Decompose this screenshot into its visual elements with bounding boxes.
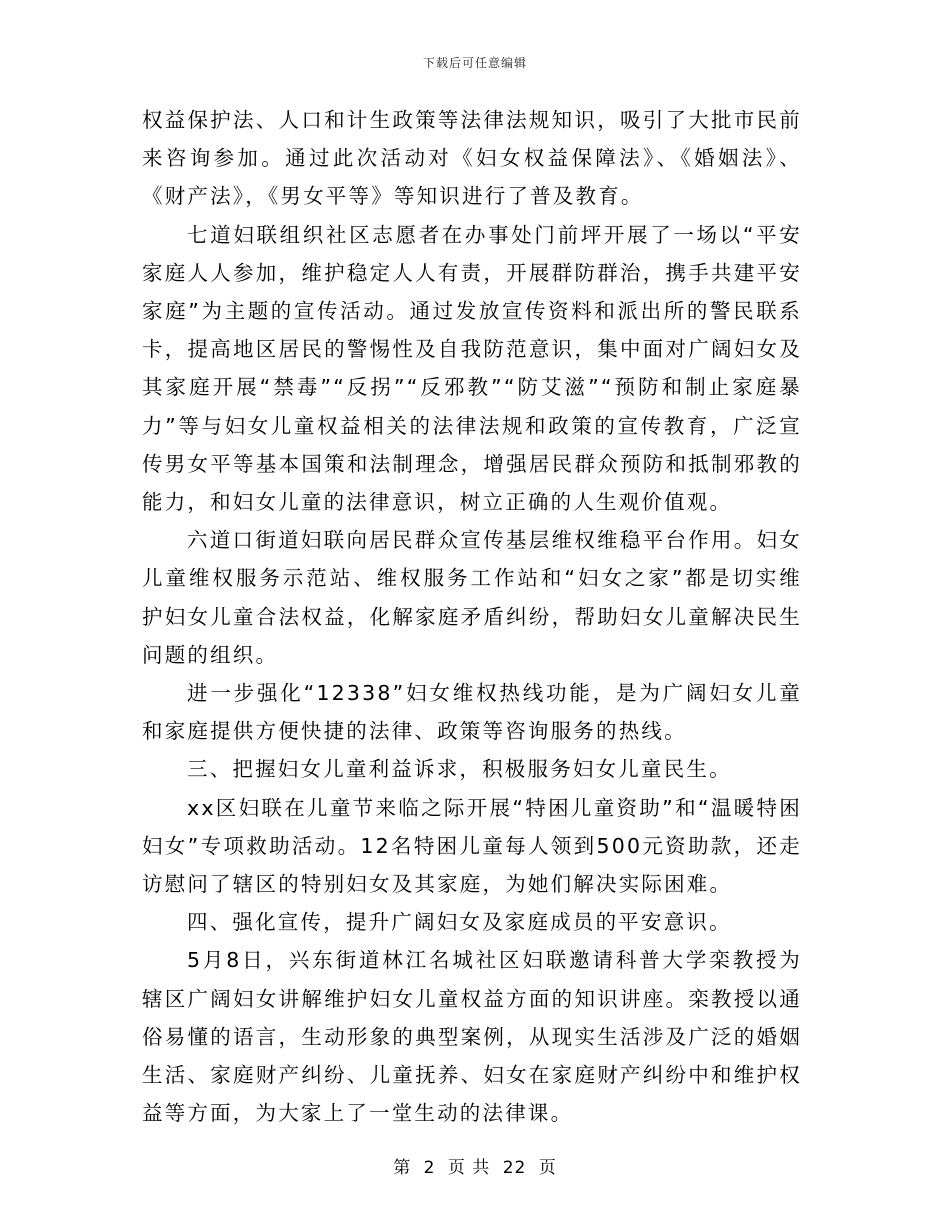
paragraph-5: xx区妇联在儿童节来临之际开展“特困儿童资助”和“温暖特困妇女”专项救助活动。12名特困儿童每人领到500元资助款，还走访慰问了辖区的特别妇女及其家庭，为她们解决实际困难。 (142, 795, 802, 897)
footer-middle: 页 共 (447, 1158, 491, 1178)
page-total: 22 (502, 1158, 527, 1178)
document-body (142, 101, 802, 1132)
section-heading-4: 四、强化宣传，提升广阔妇女及家庭成员的平安意识。 (187, 910, 732, 935)
page-header: 下载后可任意编辑 (422, 56, 527, 70)
section-heading-3: 三、把握妇女儿童利益诉求，积极服务妇女儿童民生。 (187, 757, 732, 782)
paragraph-4: 进一步强化“12338”妇女维权热线功能，是为广阔妇女儿童和家庭提供方便快捷的法律、政策等咨询服务的热线。 (142, 681, 802, 744)
paragraph-2: 七道妇联组织社区志愿者在办事处门前坪开展了一场以“平安家庭人人参加，维护稳定人人有责，开展群防群治，携手共建平安家庭”为主题的宣传活动。通过发放宣传资料和派出所的警民联系卡，提高地区居民的警惕性及自我防范意识，集中面对广阔妇女及其家庭开展“禁毒”“反拐”“反邪教”“防艾滋”“预防和制止家庭暴力”等与妇女儿童权益相关的法律法规和政策的宣传教育，广泛宣传男女平等基本国策和法制理念，增强居民群众预防和抵制邪教的能力，和妇女儿童的法律意识，树立正确的人生观价值观。 (142, 222, 802, 515)
paragraph-1: 权益保护法、人口和计生政策等法律法规知识，吸引了大批市民前来咨询参加。通过此次活动对《妇女权益保障法》、《婚姻法》、《财产法》，《男女平等》等知识进行了普及教育。 (142, 108, 802, 209)
paragraph-6: 5月8日，兴东街道林江名城社区妇联邀请科普大学栾教授为辖区广阔妇女讲解维护妇女儿童权益方面的知识讲座。栾教授以通俗易懂的语言，生动形象的典型案例，从现实生活涉及广泛的婚姻生活、家庭财产纠纷、儿童抚养、妇女在家庭财产纠纷中和维护权益等方面，为大家上了一堂生动的法律课。 (142, 948, 802, 1126)
footer-prefix: 第 (393, 1158, 412, 1178)
page-footer (0, 1153, 950, 1178)
paragraph-3: 六道口街道妇联向居民群众宣传基层维权维稳平台作用。妇女儿童维权服务示范站、维权服务工作站和“妇女之家”都是切实维护妇女儿童合法权益，化解家庭矛盾纠纷，帮助妇女儿童解决民生问题的组织。 (142, 528, 802, 667)
page-number: 2 (423, 1158, 436, 1178)
footer-suffix: 页 (538, 1158, 557, 1178)
